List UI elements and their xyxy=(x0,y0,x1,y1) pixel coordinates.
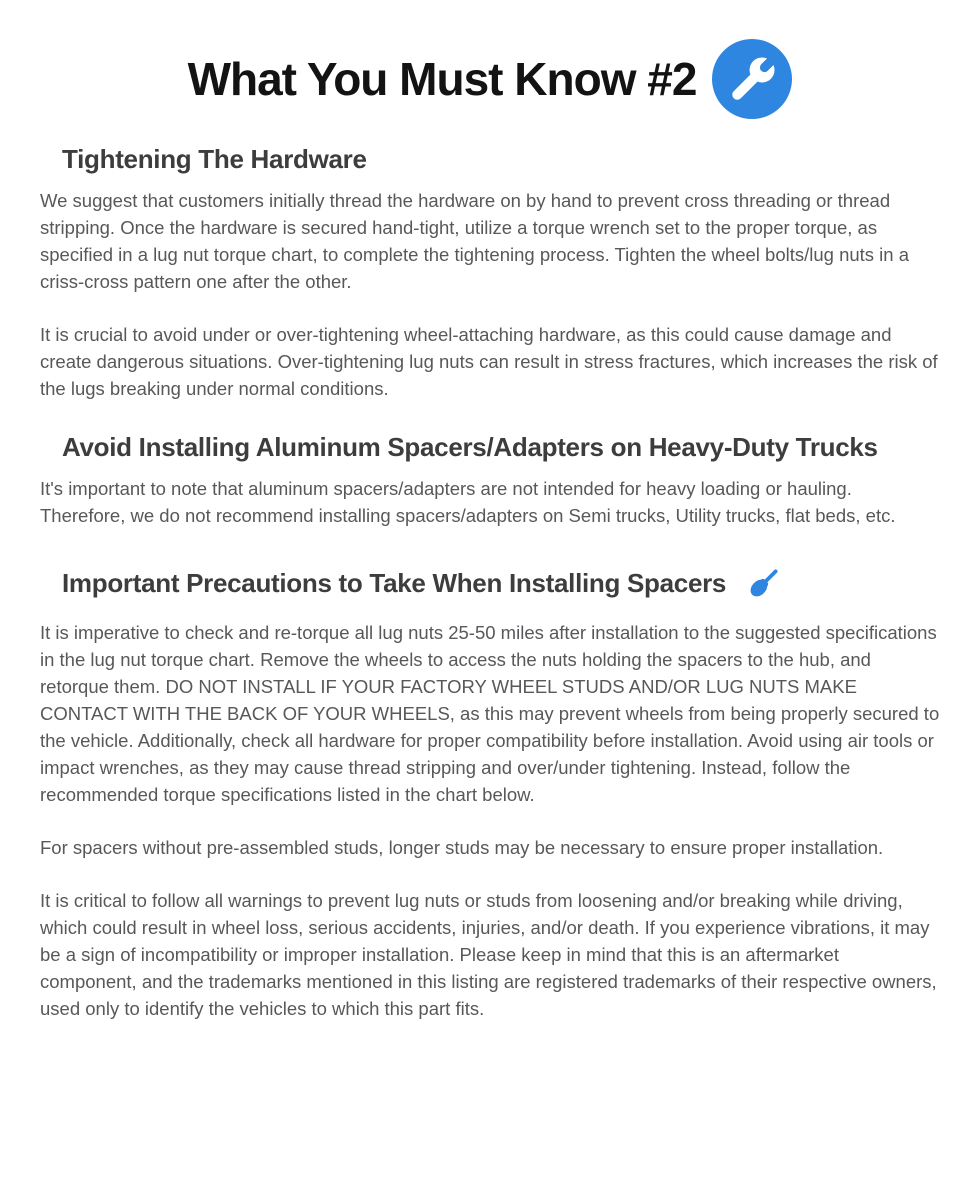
section-heading xyxy=(62,559,940,607)
section-heading xyxy=(62,432,940,463)
paragraph: It's important to note that aluminum spacers/adapters are not intended for heavy loading or hauling. Therefore, we do not recommend installing spacers/adapters on Semi trucks, Utility trucks, flat beds, etc. xyxy=(40,478,896,526)
page-title: What You Must Know #2 xyxy=(187,53,697,105)
section-avoid-aluminum-spacers xyxy=(40,432,940,529)
wrench-icon xyxy=(712,39,792,119)
section-heading-label: Important Precautions to Take When Installing Spacers xyxy=(62,567,727,598)
paragraph: It is crucial to avoid under or over-tightening wheel-attaching hardware, as this could cause damage and create dangerous situations. Over-tightening lug nuts can result in stress fractures, which increases the risk of the lugs breaking under normal conditions. xyxy=(40,324,938,399)
paragraph: We suggest that customers initially thread the hardware on by hand to prevent cross threading or thread stripping. Once the hardware is secured hand-tight, utilize a torque wrench set to the proper torque, as specified in a lug nut torque chart, to complete the tightening process. Tighten the wheel bolts/lug nuts in a criss-cross pattern one after the other. xyxy=(40,190,910,292)
section-heading-label: Tightening The Hardware xyxy=(62,144,367,174)
paragraph: It is imperative to check and re-torque all lug nuts 25-50 miles after installation to the suggested specifications in the lug nut torque chart. Remove the wheels to access the nuts holding the spacers to the hub, and retorque them. DO NOT INSTALL IF YOUR FACTORY WHEEL STUDS AND/OR LUG NUTS MAKE CONTACT WITH THE BACK OF YOUR WHEELS, as this may prevent wheels from being properly secured to the vehicle. Additionally, check all hardware for proper compatibility before installation. Avoid using air tools or impact wrenches, as they may cause thread stripping and over/under tightening. Instead, follow the recommended torque specifications listed in the chart below. xyxy=(40,622,940,805)
paragraph: For spacers without pre-assembled studs, longer studs may be necessary to ensure proper installation. xyxy=(40,837,884,858)
section-heading-label: Avoid Installing Aluminum Spacers/Adapters on Heavy-Duty Trucks xyxy=(62,432,878,462)
page-content xyxy=(0,144,980,1022)
page-header xyxy=(0,0,980,120)
section-heading xyxy=(62,144,940,175)
paragraph: It is critical to follow all warnings to prevent lug nuts or studs from loosening and/or breaking while driving, which could result in wheel loss, serious accidents, injuries, and/or death. If you experience vibrations, it may be a sign of incompatibility or improper installation. Please keep in mind that this is an aftermarket component, and the trademarks mentioned in this listing are registered trademarks of their respective owners, used only to identify the vehicles to which this part fits. xyxy=(40,890,937,1019)
section-important-precautions xyxy=(40,559,940,1022)
screwdriver-icon xyxy=(740,561,786,607)
section-tightening-hardware xyxy=(40,144,940,402)
